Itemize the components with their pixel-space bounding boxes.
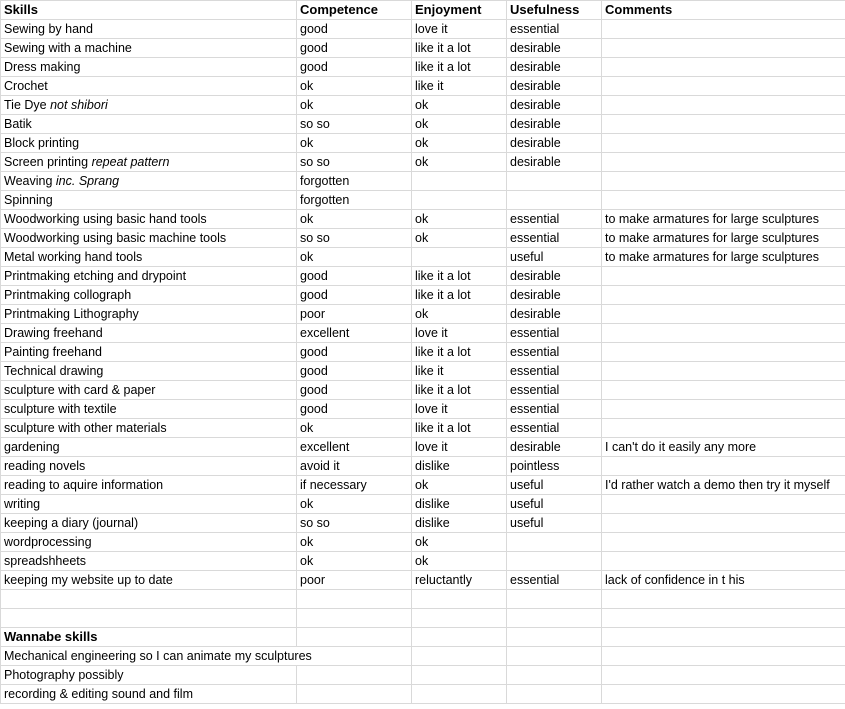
skill-cell[interactable] bbox=[1, 267, 297, 286]
enjoyment-cell[interactable]: like it a lot bbox=[412, 419, 507, 438]
competence-cell[interactable]: ok bbox=[297, 495, 412, 514]
empty-cell[interactable] bbox=[602, 628, 845, 647]
enjoyment-cell[interactable]: love it bbox=[412, 400, 507, 419]
wannabe-item-text: Photography possibly bbox=[4, 668, 124, 682]
competence-cell[interactable]: forgotten bbox=[297, 191, 412, 210]
table-row bbox=[1, 39, 845, 58]
skill-label: gardening bbox=[4, 440, 60, 454]
enjoyment-cell[interactable]: ok bbox=[412, 153, 507, 172]
comments-cell[interactable] bbox=[602, 495, 845, 514]
competence-cell[interactable]: so so bbox=[297, 229, 412, 248]
skill-cell[interactable] bbox=[1, 552, 297, 571]
skill-label: Drawing freehand bbox=[4, 326, 103, 340]
skill-cell[interactable] bbox=[1, 514, 297, 533]
skill-label: Metal working hand tools bbox=[4, 250, 143, 264]
comments-cell[interactable] bbox=[602, 58, 845, 77]
skill-label: keeping a diary (journal) bbox=[4, 516, 139, 530]
empty-cell[interactable] bbox=[602, 590, 845, 609]
table-row bbox=[1, 362, 845, 381]
competence-cell[interactable]: avoid it bbox=[297, 457, 412, 476]
competence-cell[interactable]: so so bbox=[297, 115, 412, 134]
skill-cell[interactable] bbox=[1, 58, 297, 77]
table-row bbox=[1, 419, 845, 438]
table-row bbox=[1, 571, 845, 590]
comments-cell[interactable] bbox=[602, 400, 845, 419]
enjoyment-cell[interactable]: ok bbox=[412, 229, 507, 248]
competence-cell[interactable]: good bbox=[297, 343, 412, 362]
skill-label: Screen printing bbox=[4, 155, 89, 169]
comments-cell[interactable] bbox=[602, 514, 845, 533]
usefulness-cell[interactable]: useful bbox=[507, 476, 602, 495]
comments-cell[interactable] bbox=[602, 305, 845, 324]
enjoyment-cell[interactable]: love it bbox=[412, 438, 507, 457]
competence-cell[interactable]: ok bbox=[297, 77, 412, 96]
skill-cell[interactable] bbox=[1, 438, 297, 457]
wannabe-title[interactable]: Wannabe skills bbox=[1, 628, 297, 647]
comments-cell[interactable] bbox=[602, 362, 845, 381]
competence-cell[interactable]: good bbox=[297, 400, 412, 419]
usefulness-cell[interactable]: desirable bbox=[507, 438, 602, 457]
table-row bbox=[1, 381, 845, 400]
table-row bbox=[1, 248, 845, 267]
comments-cell[interactable] bbox=[602, 533, 845, 552]
empty-cell[interactable] bbox=[297, 609, 412, 628]
comments-cell[interactable] bbox=[602, 381, 845, 400]
competence-cell[interactable]: ok bbox=[297, 419, 412, 438]
usefulness-cell[interactable]: essential bbox=[507, 571, 602, 590]
empty-cell[interactable] bbox=[412, 666, 507, 685]
skill-label: Dress making bbox=[4, 60, 81, 74]
usefulness-cell[interactable]: desirable bbox=[507, 286, 602, 305]
enjoyment-cell[interactable]: like it bbox=[412, 77, 507, 96]
comments-cell[interactable] bbox=[602, 172, 845, 191]
usefulness-cell[interactable]: essential bbox=[507, 381, 602, 400]
table-row bbox=[1, 115, 845, 134]
enjoyment-cell[interactable]: like it a lot bbox=[412, 286, 507, 305]
table-row bbox=[1, 96, 845, 115]
skill-note: inc. Sprang bbox=[55, 174, 120, 188]
skill-cell[interactable] bbox=[1, 362, 297, 381]
table-row bbox=[1, 495, 845, 514]
enjoyment-cell[interactable] bbox=[412, 172, 507, 191]
wannabe-title-row bbox=[1, 628, 845, 647]
usefulness-cell[interactable]: desirable bbox=[507, 77, 602, 96]
skill-label: Batik bbox=[4, 117, 32, 131]
usefulness-cell[interactable]: desirable bbox=[507, 58, 602, 77]
competence-cell[interactable]: poor bbox=[297, 571, 412, 590]
usefulness-cell[interactable]: desirable bbox=[507, 267, 602, 286]
table-row bbox=[1, 514, 845, 533]
skill-cell[interactable] bbox=[1, 381, 297, 400]
table-row bbox=[1, 552, 845, 571]
grid-body bbox=[1, 1, 845, 704]
competence-cell[interactable]: ok bbox=[297, 134, 412, 153]
competence-cell[interactable]: so so bbox=[297, 153, 412, 172]
empty-cell[interactable] bbox=[602, 647, 845, 666]
empty-cell[interactable] bbox=[412, 647, 507, 666]
table-row bbox=[1, 229, 845, 248]
empty-cell[interactable] bbox=[412, 685, 507, 704]
empty-row bbox=[1, 590, 845, 609]
wannabe-item[interactable] bbox=[1, 666, 297, 685]
empty-cell[interactable] bbox=[507, 609, 602, 628]
empty-cell[interactable] bbox=[507, 685, 602, 704]
empty-cell[interactable] bbox=[507, 590, 602, 609]
comments-cell[interactable] bbox=[602, 96, 845, 115]
competence-cell[interactable]: good bbox=[297, 286, 412, 305]
skill-label: Crochet bbox=[4, 79, 48, 93]
usefulness-cell[interactable]: essential bbox=[507, 419, 602, 438]
enjoyment-cell[interactable]: love it bbox=[412, 324, 507, 343]
skill-cell[interactable] bbox=[1, 77, 297, 96]
enjoyment-cell[interactable]: ok bbox=[412, 210, 507, 229]
usefulness-cell[interactable]: essential bbox=[507, 20, 602, 39]
skill-label: sculpture with other materials bbox=[4, 421, 167, 435]
comments-cell[interactable] bbox=[602, 457, 845, 476]
table-row bbox=[1, 324, 845, 343]
usefulness-cell[interactable]: essential bbox=[507, 210, 602, 229]
usefulness-cell[interactable]: useful bbox=[507, 248, 602, 267]
competence-cell[interactable]: if necessary bbox=[297, 476, 412, 495]
usefulness-cell[interactable]: essential bbox=[507, 343, 602, 362]
skill-cell[interactable] bbox=[1, 476, 297, 495]
competence-cell[interactable]: good bbox=[297, 20, 412, 39]
empty-row bbox=[1, 609, 845, 628]
usefulness-cell[interactable]: desirable bbox=[507, 115, 602, 134]
empty-cell[interactable] bbox=[602, 666, 845, 685]
skill-label: Sewing with a machine bbox=[4, 41, 132, 55]
table-row bbox=[1, 267, 845, 286]
comments-cell[interactable] bbox=[602, 419, 845, 438]
competence-cell[interactable]: good bbox=[297, 381, 412, 400]
empty-cell[interactable] bbox=[507, 628, 602, 647]
comments-cell[interactable] bbox=[602, 39, 845, 58]
usefulness-cell[interactable]: essential bbox=[507, 400, 602, 419]
skill-label: Weaving bbox=[4, 174, 53, 188]
table-row bbox=[1, 77, 845, 96]
comments-cell[interactable] bbox=[602, 286, 845, 305]
wannabe-row bbox=[1, 647, 845, 666]
header-competence[interactable]: Competence bbox=[297, 1, 412, 20]
empty-cell[interactable] bbox=[297, 628, 412, 647]
empty-cell[interactable] bbox=[507, 666, 602, 685]
empty-cell[interactable] bbox=[297, 666, 412, 685]
enjoyment-cell[interactable]: reluctantly bbox=[412, 571, 507, 590]
skill-label: Technical drawing bbox=[4, 364, 104, 378]
skill-label: Tie Dye bbox=[4, 98, 47, 112]
skill-cell[interactable] bbox=[1, 457, 297, 476]
skill-label: spreadshheets bbox=[4, 554, 87, 568]
comments-cell[interactable] bbox=[602, 343, 845, 362]
competence-cell[interactable]: ok bbox=[297, 552, 412, 571]
usefulness-cell[interactable]: desirable bbox=[507, 153, 602, 172]
table-row bbox=[1, 476, 845, 495]
empty-cell[interactable] bbox=[412, 590, 507, 609]
enjoyment-cell[interactable]: dislike bbox=[412, 495, 507, 514]
skill-label: reading to aquire information bbox=[4, 478, 164, 492]
table-row bbox=[1, 533, 845, 552]
enjoyment-cell[interactable]: ok bbox=[412, 533, 507, 552]
skill-label: Painting freehand bbox=[4, 345, 102, 359]
usefulness-cell[interactable] bbox=[507, 172, 602, 191]
usefulness-cell[interactable]: essential bbox=[507, 324, 602, 343]
enjoyment-cell[interactable]: ok bbox=[412, 476, 507, 495]
empty-cell[interactable] bbox=[412, 609, 507, 628]
empty-cell[interactable] bbox=[297, 590, 412, 609]
table-row bbox=[1, 343, 845, 362]
usefulness-cell[interactable] bbox=[507, 533, 602, 552]
usefulness-cell[interactable]: useful bbox=[507, 495, 602, 514]
skill-cell[interactable] bbox=[1, 210, 297, 229]
comments-cell[interactable]: I can't do it easily any more bbox=[602, 438, 845, 457]
usefulness-cell[interactable] bbox=[507, 191, 602, 210]
header-enjoyment[interactable]: Enjoyment bbox=[412, 1, 507, 20]
comments-cell[interactable] bbox=[602, 267, 845, 286]
skill-label: Block printing bbox=[4, 136, 80, 150]
competence-cell[interactable]: excellent bbox=[297, 438, 412, 457]
usefulness-cell[interactable]: desirable bbox=[507, 96, 602, 115]
skill-label: wordprocessing bbox=[4, 535, 92, 549]
enjoyment-cell[interactable]: like it a lot bbox=[412, 267, 507, 286]
comments-cell[interactable]: to make armatures for large sculptures bbox=[602, 248, 845, 267]
comments-cell[interactable] bbox=[602, 324, 845, 343]
enjoyment-cell[interactable]: ok bbox=[412, 134, 507, 153]
skill-label: Spinning bbox=[4, 193, 53, 207]
comments-cell[interactable]: to make armatures for large sculptures bbox=[602, 229, 845, 248]
skill-cell[interactable] bbox=[1, 495, 297, 514]
usefulness-cell[interactable]: desirable bbox=[507, 134, 602, 153]
skill-cell[interactable] bbox=[1, 286, 297, 305]
empty-cell[interactable] bbox=[507, 647, 602, 666]
comments-cell[interactable]: I'd rather watch a demo then try it myself bbox=[602, 476, 845, 495]
table-row bbox=[1, 191, 845, 210]
comments-cell[interactable] bbox=[602, 115, 845, 134]
header-row bbox=[1, 1, 845, 20]
skill-label: Printmaking collograph bbox=[4, 288, 132, 302]
enjoyment-cell[interactable]: ok bbox=[412, 552, 507, 571]
wannabe-item-text: recording & editing sound and film bbox=[4, 687, 194, 701]
usefulness-cell[interactable] bbox=[507, 552, 602, 571]
comments-cell[interactable] bbox=[602, 20, 845, 39]
competence-cell[interactable]: good bbox=[297, 39, 412, 58]
skill-cell[interactable] bbox=[1, 229, 297, 248]
enjoyment-cell[interactable]: like it a lot bbox=[412, 343, 507, 362]
table-row bbox=[1, 457, 845, 476]
enjoyment-cell[interactable]: ok bbox=[412, 115, 507, 134]
wannabe-item[interactable] bbox=[1, 647, 312, 666]
empty-cell[interactable] bbox=[1, 590, 297, 609]
skill-cell[interactable] bbox=[1, 20, 297, 39]
competence-cell[interactable]: so so bbox=[297, 514, 412, 533]
skill-label: Woodworking using basic machine tools bbox=[4, 231, 227, 245]
enjoyment-cell[interactable]: like it a lot bbox=[412, 381, 507, 400]
enjoyment-cell[interactable] bbox=[412, 248, 507, 267]
skill-cell[interactable] bbox=[1, 419, 297, 438]
skill-cell[interactable] bbox=[1, 248, 297, 267]
table-row bbox=[1, 305, 845, 324]
header-skills[interactable]: Skills bbox=[1, 1, 297, 20]
comments-cell[interactable]: to make armatures for large sculptures bbox=[602, 210, 845, 229]
table-row bbox=[1, 134, 845, 153]
skill-cell[interactable] bbox=[1, 115, 297, 134]
competence-cell[interactable]: ok bbox=[297, 96, 412, 115]
wannabe-row bbox=[1, 685, 845, 704]
skill-cell[interactable] bbox=[1, 134, 297, 153]
table-row bbox=[1, 210, 845, 229]
competence-cell[interactable]: excellent bbox=[297, 324, 412, 343]
wannabe-item-text: Mechanical engineering so I can animate my sculptures bbox=[4, 649, 312, 663]
skill-label: sculpture with textile bbox=[4, 402, 117, 416]
table-row bbox=[1, 20, 845, 39]
skill-note: not shibori bbox=[50, 98, 108, 112]
enjoyment-cell[interactable]: dislike bbox=[412, 457, 507, 476]
competence-cell[interactable]: good bbox=[297, 267, 412, 286]
enjoyment-cell[interactable]: ok bbox=[412, 96, 507, 115]
comments-cell[interactable] bbox=[602, 153, 845, 172]
skill-cell[interactable] bbox=[1, 324, 297, 343]
table-row bbox=[1, 153, 845, 172]
skill-cell[interactable] bbox=[1, 343, 297, 362]
competence-cell[interactable]: good bbox=[297, 58, 412, 77]
empty-cell[interactable] bbox=[602, 609, 845, 628]
skill-label: sculpture with card & paper bbox=[4, 383, 156, 397]
competence-cell[interactable]: poor bbox=[297, 305, 412, 324]
competence-cell[interactable]: forgotten bbox=[297, 172, 412, 191]
skill-label: keeping my website up to date bbox=[4, 573, 173, 587]
table-row bbox=[1, 58, 845, 77]
comments-cell[interactable] bbox=[602, 134, 845, 153]
skill-label: Printmaking etching and drypoint bbox=[4, 269, 187, 283]
header-comments[interactable]: Comments bbox=[602, 1, 845, 20]
usefulness-cell[interactable]: desirable bbox=[507, 39, 602, 58]
table-row bbox=[1, 400, 845, 419]
competence-cell[interactable]: ok bbox=[297, 248, 412, 267]
enjoyment-cell[interactable] bbox=[412, 191, 507, 210]
comments-cell[interactable] bbox=[602, 77, 845, 96]
skill-cell[interactable] bbox=[1, 172, 297, 191]
skill-note: repeat pattern bbox=[91, 155, 170, 169]
skill-cell[interactable] bbox=[1, 191, 297, 210]
skill-cell[interactable] bbox=[1, 305, 297, 324]
enjoyment-cell[interactable]: ok bbox=[412, 305, 507, 324]
empty-cell[interactable] bbox=[412, 628, 507, 647]
comments-cell[interactable]: lack of confidence in t his bbox=[602, 571, 845, 590]
table-row bbox=[1, 438, 845, 457]
comments-cell[interactable] bbox=[602, 191, 845, 210]
skill-label: Printmaking Lithography bbox=[4, 307, 139, 321]
empty-cell[interactable] bbox=[297, 685, 412, 704]
skill-label: writing bbox=[4, 497, 41, 511]
enjoyment-cell[interactable]: dislike bbox=[412, 514, 507, 533]
usefulness-cell[interactable]: pointless bbox=[507, 457, 602, 476]
usefulness-cell[interactable]: desirable bbox=[507, 305, 602, 324]
usefulness-cell[interactable]: essential bbox=[507, 229, 602, 248]
skill-cell[interactable] bbox=[1, 400, 297, 419]
skill-cell[interactable] bbox=[1, 533, 297, 552]
skill-cell[interactable] bbox=[1, 96, 297, 115]
header-usefulness[interactable]: Usefulness bbox=[507, 1, 602, 20]
skill-cell[interactable] bbox=[1, 39, 297, 58]
usefulness-cell[interactable]: essential bbox=[507, 362, 602, 381]
wannabe-item[interactable] bbox=[1, 685, 297, 704]
comments-cell[interactable] bbox=[602, 552, 845, 571]
skill-cell[interactable] bbox=[1, 571, 297, 590]
enjoyment-cell[interactable]: love it bbox=[412, 20, 507, 39]
skill-label: Woodworking using basic hand tools bbox=[4, 212, 207, 226]
enjoyment-cell[interactable]: like it a lot bbox=[412, 58, 507, 77]
skill-label: Sewing by hand bbox=[4, 22, 93, 36]
table-row bbox=[1, 286, 845, 305]
competence-cell[interactable]: good bbox=[297, 362, 412, 381]
competence-cell[interactable]: ok bbox=[297, 533, 412, 552]
empty-cell[interactable] bbox=[1, 609, 297, 628]
wannabe-row bbox=[1, 666, 845, 685]
enjoyment-cell[interactable]: like it a lot bbox=[412, 39, 507, 58]
empty-cell[interactable] bbox=[602, 685, 845, 704]
table-row bbox=[1, 172, 845, 191]
competence-cell[interactable]: ok bbox=[297, 210, 412, 229]
skill-cell[interactable] bbox=[1, 153, 297, 172]
enjoyment-cell[interactable]: like it bbox=[412, 362, 507, 381]
skill-label: reading novels bbox=[4, 459, 86, 473]
usefulness-cell[interactable]: useful bbox=[507, 514, 602, 533]
